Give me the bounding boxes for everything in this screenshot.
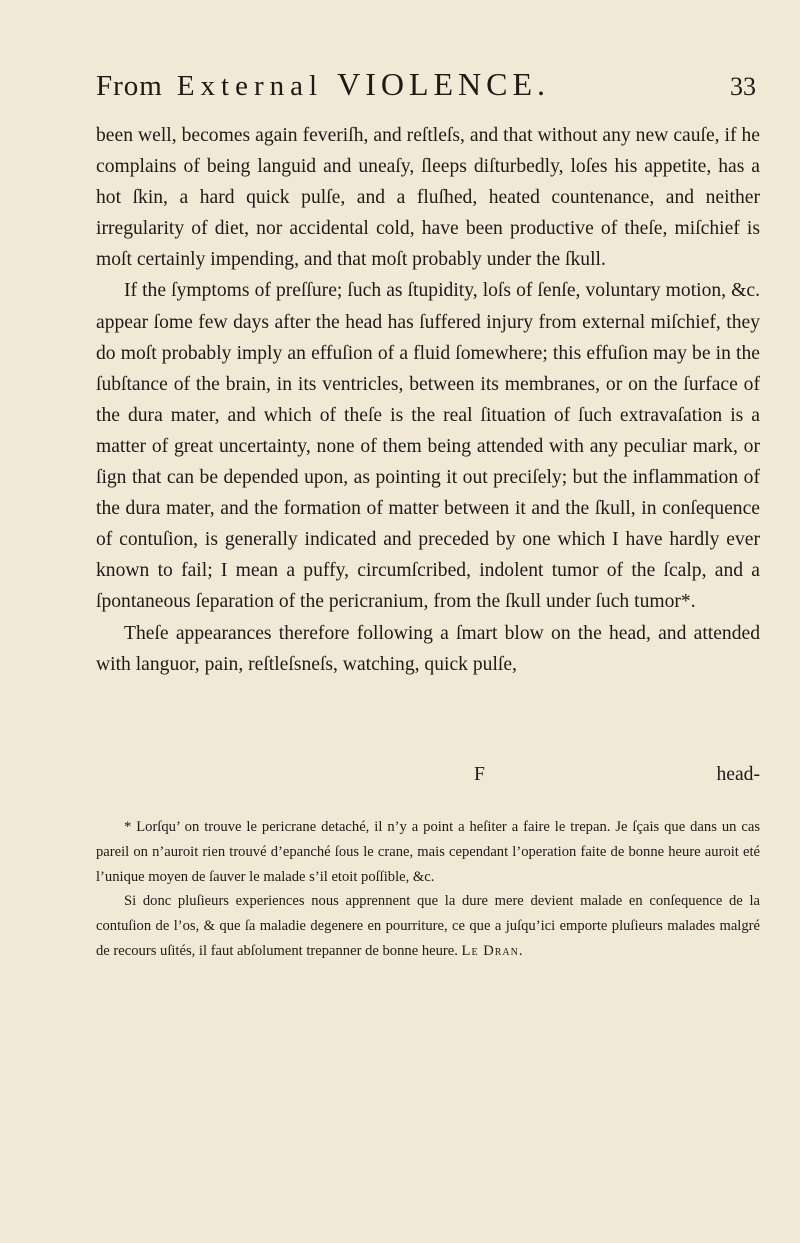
- catchline: [96, 764, 760, 794]
- main-text: [96, 120, 760, 680]
- running-head: [96, 66, 550, 103]
- paragraph-2: If the ſymptoms of preſſure; ſuch as ſtupidity, loſs of ſenſe, voluntary motion, &c. appear ſome few days after the head has ſuffered injury from external miſchief, they do moſt probably imply an effuſion of a fluid ſomewhere; this effuſion may be in the ſubſtance of the brain, in its ventricles, between its membranes, or on the ſurface of the dura mater, and which of theſe is the real ſituation of ſuch extravaſation is a matter of great uncertainty, none of them being attended with any peculiar mark, or ſign that can be depended upon, as pointing it out preciſely; but the inflammation of the dura mater, and the formation of matter between it and the ſkull, in conſequence of contuſion, is generally indicated and preceded by one which I have hardly ever known to fail; I mean a puffy, circumſcribed, indolent tumor of the ſcalp, and a ſpontaneous ſeparation of the pericranium, from the ſkull under ſuch tumor*.: [96, 280, 760, 613]
- running-head-word-violence: VIOLENCE.: [337, 66, 551, 102]
- catchword: head-: [716, 764, 760, 785]
- signature-mark: F: [474, 764, 485, 785]
- page-number: 33: [730, 72, 756, 101]
- footnote-paragraph-2-text: Si donc pluſieurs experiences nous apprennent que la dure mere devient malade en conſequence de la contuſion de l’os, & que ſa maladie degenere en pourriture, ce que a juſqu’ici emporte pluſieurs malades malgré de recours uſités, il faut abſolument trepanner de bonne heure.: [96, 893, 760, 959]
- footnote-author: Le Dran.: [461, 942, 524, 959]
- running-head-word-external: External: [176, 70, 324, 102]
- page-header: [96, 66, 756, 116]
- paragraph-3: Theſe appearances therefore following a ſmart blow on the head, and attended with languor, pain, reſtleſsneſs, watching, quick pulſe,: [96, 622, 760, 675]
- running-head-word-from: From: [96, 70, 163, 102]
- footnote-paragraph-2: [96, 889, 760, 963]
- footnote: [96, 815, 760, 964]
- paragraph-1: been well, becomes again feveriſh, and reſtleſs, and that without any new cauſe, if he complains of being languid and uneaſy, ſleeps diſturbedly, loſes his appetite, has a hot ſkin, a hard quick pulſe, and a fluſhed, heated countenance, and neither irregularity of diet, nor accidental cold, have been productive of theſe, miſchief is moſt certainly impending, and that moſt probably under the ſkull.: [96, 125, 760, 271]
- footnote-paragraph-1: * Lorſqu’ on trouve le pericrane detaché, il n’y a point a heſiter a faire le trepan. Je ſçais que dans un cas pareil on n’auroit rien trouvé d’epanché ſous le crane, mais cependant l’operation faite de bonne heure auroit eté l’unique moyen de ſauver le malade s’il etoit poſſible, &c.: [96, 819, 760, 885]
